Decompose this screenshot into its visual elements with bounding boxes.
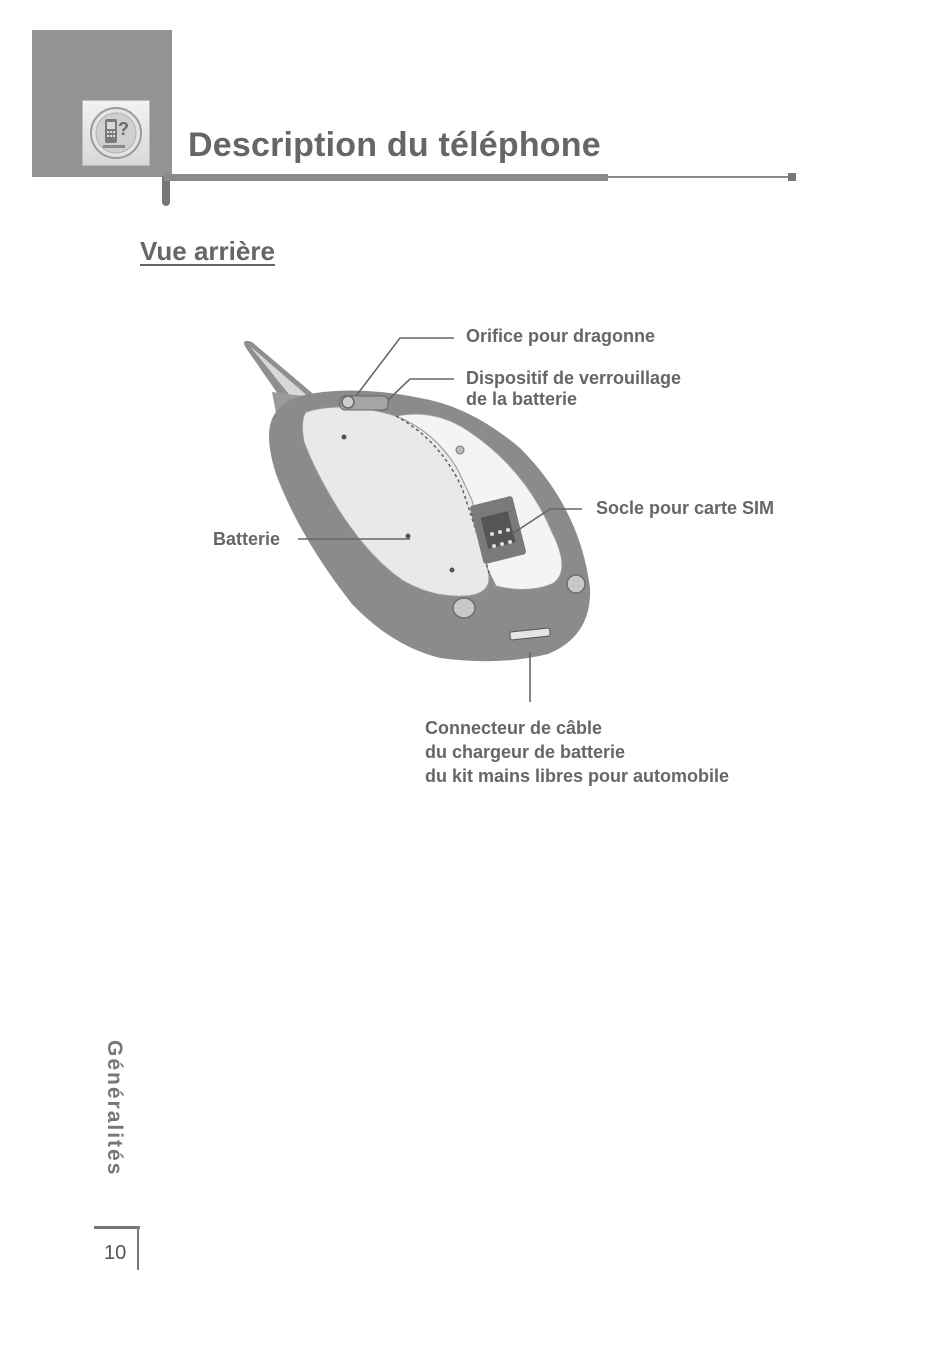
callout-battery-lock (466, 368, 681, 410)
side-tab-rule (94, 1226, 140, 1229)
callout-connector (425, 716, 729, 788)
callout-strap-hole: Orifice pour dragonne (466, 326, 656, 346)
section-title: Vue arrière (140, 236, 275, 266)
callout-connector-line1: Connecteur de câble (425, 718, 603, 738)
side-tab-divider (137, 1226, 139, 1270)
callout-battery-lock-line1: Dispositif de verrouillage (466, 368, 682, 388)
page-title: Description du téléphone (188, 126, 601, 164)
callout-sim-socket: Socle pour carte SIM (596, 498, 775, 518)
side-tab-label: Généralités (103, 1040, 126, 1177)
callout-battery: Batterie (213, 529, 281, 549)
page-number: 10 (104, 1242, 127, 1264)
callout-battery-lock-line2: de la batterie (466, 389, 578, 409)
callout-connector-line2: du chargeur de batterie (425, 742, 626, 762)
svg-text:?: ? (118, 119, 129, 139)
callout-connector-line3: du kit mains libres pour automobile (425, 766, 730, 786)
